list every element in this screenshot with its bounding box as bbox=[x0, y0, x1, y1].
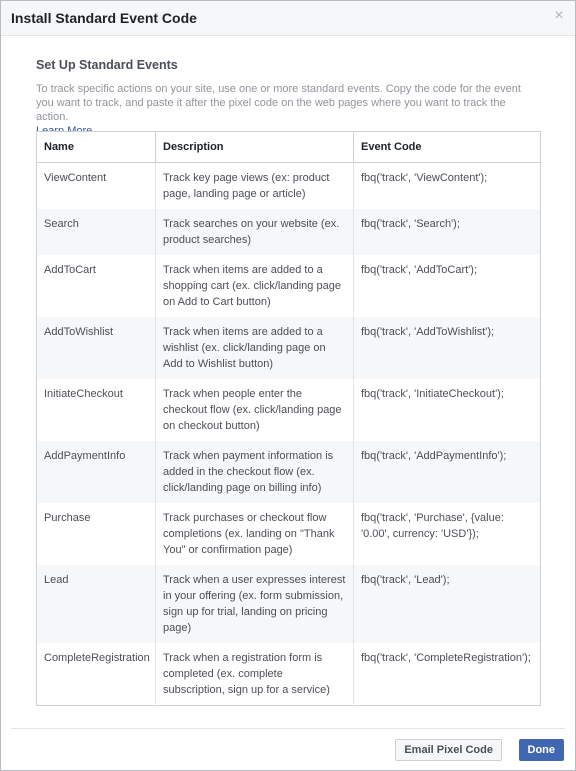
event-description-cell: Track when items are added to a shopping cart (ex. click/landing page on Add to Cart button) bbox=[156, 255, 354, 317]
table-row bbox=[37, 503, 541, 565]
event-code-cell: fbq('track', 'AddToCart'); bbox=[361, 264, 477, 276]
event-name-cell: Search bbox=[37, 209, 156, 255]
table-row bbox=[37, 441, 541, 503]
column-header-name: Name bbox=[37, 132, 156, 163]
event-description-cell: Track searches on your website (ex. product searches) bbox=[156, 209, 354, 255]
dialog-title: Install Standard Event Code bbox=[11, 10, 197, 26]
table-row bbox=[37, 379, 541, 441]
description-text: To track specific actions on your site, use one or more standard events. Copy the code for the event you want to track, and paste it after the pixel code on the web pages where you want to track the action. bbox=[36, 83, 521, 123]
event-code-cell: fbq('track', 'Search'); bbox=[354, 209, 541, 255]
event-description-cell: Track when payment information is added in the checkout flow (ex. click/landing page on billing info) bbox=[156, 441, 354, 503]
event-code-cell: fbq('track', 'CompleteRegistration'); bbox=[361, 652, 531, 664]
event-description-cell: Track key page views (ex: product page, landing page or article) bbox=[156, 163, 354, 210]
table-row bbox=[37, 163, 541, 210]
event-description-cell: Track when a user expresses interest in your offering (ex. form submission, sign up for trial, landing on pricing page) bbox=[156, 565, 354, 643]
event-code-cell: fbq('track', 'Purchase', {value: '0.00', currency: 'USD'}); bbox=[361, 512, 504, 540]
table-row bbox=[37, 317, 541, 379]
event-name-cell: AddPaymentInfo bbox=[37, 441, 156, 503]
event-description-cell: Track when a registration form is completed (ex. complete subscription, sign up for a service) bbox=[156, 643, 354, 706]
event-name-cell: Lead bbox=[37, 565, 156, 643]
event-name-cell: CompleteRegistration bbox=[37, 643, 156, 706]
section-title: Set Up Standard Events bbox=[36, 58, 178, 72]
event-name-cell: AddToCart bbox=[37, 255, 156, 317]
event-name-cell: Purchase bbox=[37, 503, 156, 565]
event-name-cell: InitiateCheckout bbox=[37, 379, 156, 441]
dialog-header bbox=[1, 1, 575, 36]
event-code-cell: fbq('track', 'InitiateCheckout'); bbox=[361, 388, 504, 400]
table-row bbox=[37, 255, 541, 317]
event-code-cell: fbq('track', 'Lead'); bbox=[354, 565, 541, 643]
table-header-row bbox=[37, 132, 541, 163]
table-row bbox=[37, 643, 541, 706]
dialog-body bbox=[36, 58, 540, 696]
standard-events-table bbox=[36, 131, 541, 706]
section-description bbox=[36, 82, 540, 138]
table-row bbox=[37, 565, 541, 643]
event-description-cell: Track purchases or checkout flow completions (ex. landing on "Thank You" or confirmation page) bbox=[156, 503, 354, 565]
email-pixel-code-button[interactable]: Email Pixel Code bbox=[395, 739, 502, 761]
event-code-cell: fbq('track', 'AddToWishlist'); bbox=[354, 317, 541, 379]
event-name-cell: AddToWishlist bbox=[37, 317, 156, 379]
event-code-cell: fbq('track', 'AddPaymentInfo'); bbox=[354, 441, 541, 503]
done-button[interactable]: Done bbox=[519, 739, 565, 761]
column-header-event-code: Event Code bbox=[354, 132, 541, 163]
event-name-cell: ViewContent bbox=[37, 163, 156, 210]
event-code-cell: fbq('track', 'ViewContent'); bbox=[361, 172, 488, 184]
event-description-cell: Track when people enter the checkout flow (ex. click/landing page on checkout button) bbox=[156, 379, 354, 441]
dialog-footer bbox=[11, 728, 565, 763]
column-header-description: Description bbox=[156, 132, 354, 163]
close-icon[interactable]: × bbox=[554, 7, 564, 24]
event-description-cell: Track when items are added to a wishlist (ex. click/landing page on Add to Wishlist button) bbox=[156, 317, 354, 379]
table-row bbox=[37, 209, 541, 255]
